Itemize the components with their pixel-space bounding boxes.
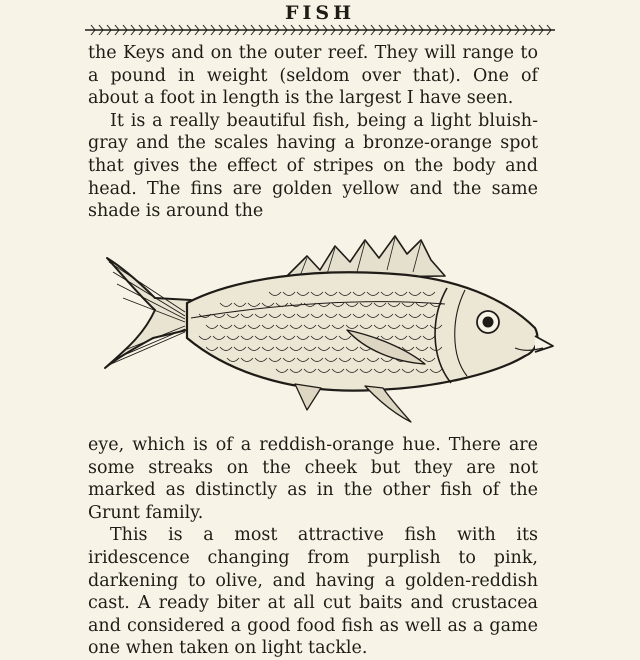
fish-illustration <box>95 218 555 428</box>
running-head: FISH <box>284 2 356 24</box>
text-block-bottom <box>88 434 538 660</box>
text-block-top <box>88 42 538 223</box>
paragraph: It is a really beautiful fish, being a light bluish-gray and the scales having a bronze-orange spot that gives the effect of stripes on the body and head. The fins are golden yellow and the same shade is around the <box>88 110 538 222</box>
ornament-rule-icon <box>85 22 555 38</box>
paragraph: eye, which is of a reddish-orange hue. There are some streaks on the cheek but they are not marked as distinctly as in the other fish of the Grunt family. <box>88 435 538 523</box>
paragraph: This is a most attractive fish with its iridescence changing from purplish to pink, darkening to olive, and having a golden-reddish cast. A ready biter at all cut baits and crustacea and considered a good food fish as well as a game one when taken on light tackle. <box>88 525 538 659</box>
grunt-fish-engraving-icon <box>105 236 553 422</box>
paragraph: the Keys and on the outer reef. They will range to a pound in weight (seldom over that). One of about a foot in length is the largest I have seen. <box>88 43 538 109</box>
